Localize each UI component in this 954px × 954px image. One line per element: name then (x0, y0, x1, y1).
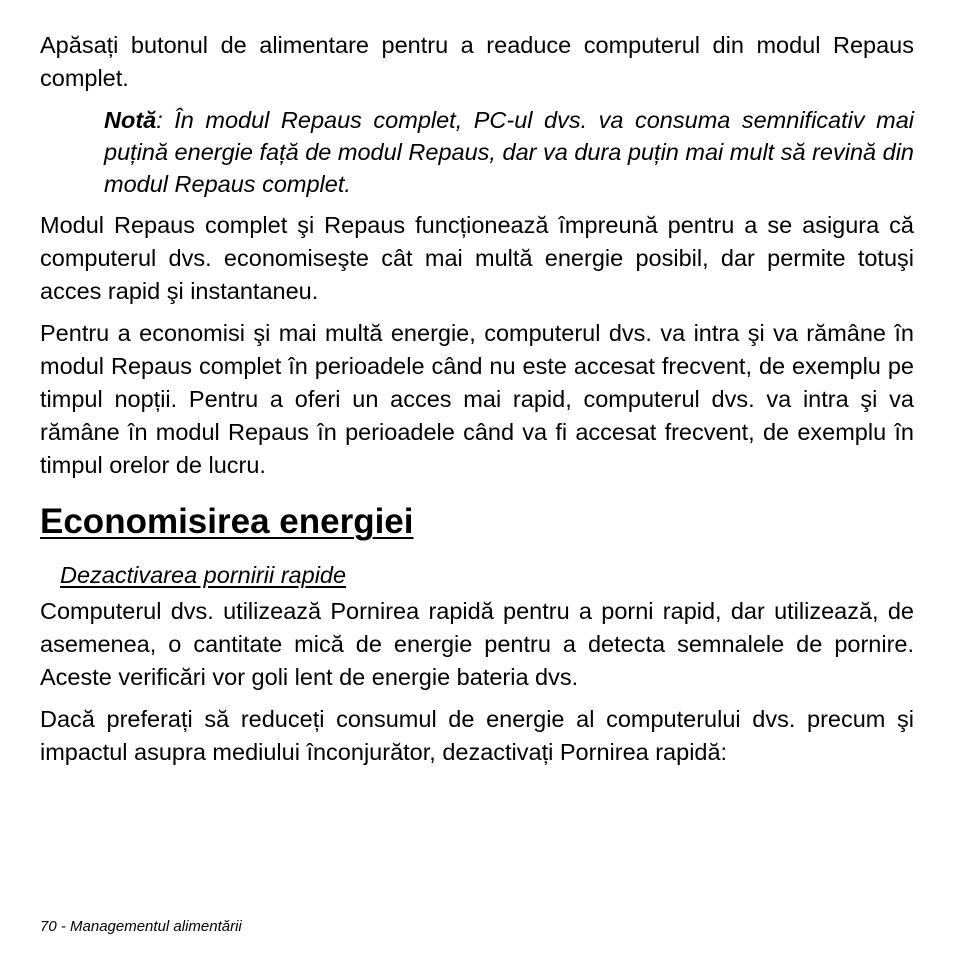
note-text: : În modul Repaus complet, PC-ul dvs. va consuma semnificativ mai puțină energie față de modul Repaus, dar va dura puțin mai mult să revină din modul Repaus complet. (104, 107, 914, 197)
paragraph-sleep-modes: Modul Repaus complet şi Repaus funcționează împreună pentru a se asigura că computerul dvs. economiseşte cât mai multă energie posibil, dar permite totuşi acces rapid şi instantaneu. (40, 212, 914, 304)
note-label: Notă (104, 107, 157, 133)
paragraph-disable-fast-startup: Dacă preferați să reduceți consumul de energie al computerului dvs. precum şi impactul asupra mediului înconjurător, dezactivați Pornirea rapidă: (40, 706, 914, 765)
note-block (104, 104, 914, 200)
paragraph-fast-startup: Computerul dvs. utilizează Pornirea rapidă pentru a porni rapid, dar utilizează, de asemenea, o cantitate mică de energie pentru a detecta semnalele de pornire. Aceste verificări vor goli lent de energie bateria dvs. (40, 598, 914, 690)
paragraph-power-button: Apăsați butonul de alimentare pentru a readuce computerul din modul Repaus complet. (40, 32, 914, 91)
paragraph-energy-saving: Pentru a economisi şi mai multă energie, computerul dvs. va intra şi va rămâne în modul Repaus complet în perioadele când nu este accesat frecvent, de exemplu pe timpul nopții. Pentru a oferi un acces mai rapid, computerul dvs. va intra şi va rămâne în modul Repaus în perioadele când va fi accesat frecvent, de exemplu în timpul orelor de lucru. (40, 320, 914, 478)
page-footer: 70 - Managementul alimentării (40, 918, 242, 935)
section-heading: Economisirea energiei (40, 502, 414, 541)
subsection-heading: Dezactivarea pornirii rapide (60, 562, 347, 588)
document-page (40, 29, 914, 778)
